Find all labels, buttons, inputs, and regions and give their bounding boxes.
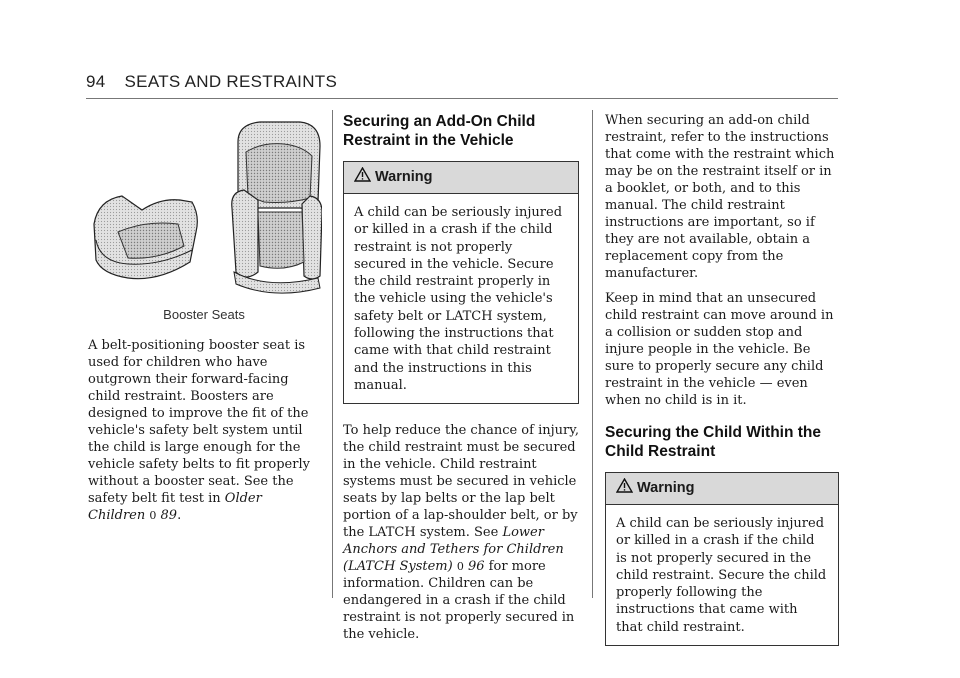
column-divider-2: [592, 110, 593, 598]
warning-box: [343, 161, 579, 404]
section-heading-add-on: Securing an Add-On Child Restraint in the Vehicle: [343, 113, 536, 149]
booster-seats-figure: [88, 112, 322, 302]
booster-text: A belt-positioning booster seat is used for children who have outgrown their forward-facing child restraint. Boosters are designed to improve the fit of the vehicle's safety belt system until the child is large enough for the vehicle safety belts to fit properly without a booster seat. See the safety belt fit test in: [88, 338, 310, 506]
column-1: [88, 112, 320, 532]
section-heading-securing-child: Securing the Child Within the Child Restraint: [605, 424, 821, 460]
warning-header: [606, 473, 838, 505]
column-divider-1: [332, 110, 333, 598]
sentence-end: .: [177, 508, 182, 523]
page-ref-arrow: 0: [456, 560, 464, 574]
backless-booster-icon: [94, 196, 197, 279]
older-children-link[interactable]: Older Children: [88, 491, 262, 523]
page-ref[interactable]: 89: [160, 508, 178, 523]
latch-link[interactable]: Lower Anchors and Tethers for Children (LATCH System): [343, 525, 564, 575]
warning-title: Warning: [637, 480, 695, 496]
high-back-booster-icon: [232, 122, 322, 293]
section-title: SEATS AND RESTRAINTS: [124, 72, 338, 91]
figure-caption: Booster Seats: [163, 307, 245, 322]
warning-triangle-icon: [354, 167, 371, 182]
booster-paragraph: [88, 337, 320, 524]
page-ref[interactable]: 96: [468, 559, 485, 575]
instructions-paragraph: When securing an add-on child restraint, refer to the instructions that come with the restraint which may be on the restraint itself or in a booklet, or both, and to this manual. The child restraint instructions are important, so if they are not available, obtain a replacement copy from the manufacturer.: [605, 113, 835, 281]
page-header: [86, 72, 337, 92]
column-3: [605, 112, 839, 664]
header-rule: [86, 98, 838, 99]
warning-body: A child can be seriously injured or killed in a crash if the child restraint is not properly secured in the vehicle. Secure the child restraint properly in the vehicle using the vehicle's safety belt or LATCH system, following the instructions that came with that child restraint and the instructions in this manual.: [354, 205, 563, 393]
unsecured-paragraph: Keep in mind that an unsecured child restraint can move around in a collision or sudden stop and injure people in the vehicle. Be sure to properly secure any child restraint in the vehicle — even when no child is in it.: [605, 291, 834, 408]
column-2: [343, 112, 579, 651]
warning-body: A child can be seriously injured or killed in a crash if the child is not properly secured in the child restraint. Secure the child properly following the instructions that came with that child restraint.: [616, 516, 827, 635]
page-ref-arrow: 0: [149, 509, 157, 522]
add-on-paragraph: [343, 422, 579, 643]
warning-triangle-icon: [616, 478, 633, 493]
add-on-text: To help reduce the chance of injury, the child restraint must be secured in the vehicle. Child restraint systems must be secured in vehicle seats by lap belts or the lap belt portion of a lap-shoulder belt, or by the LATCH system. See: [343, 423, 579, 541]
add-on-text-end: for more information. Children can be endangered in a crash if the child restraint is not properly secured in the vehicle.: [343, 559, 575, 643]
warning-box: [605, 472, 839, 646]
warning-title: Warning: [375, 169, 433, 185]
booster-seats-illustration: [88, 112, 322, 302]
page-number: 94: [86, 72, 106, 91]
warning-header: [344, 162, 578, 194]
